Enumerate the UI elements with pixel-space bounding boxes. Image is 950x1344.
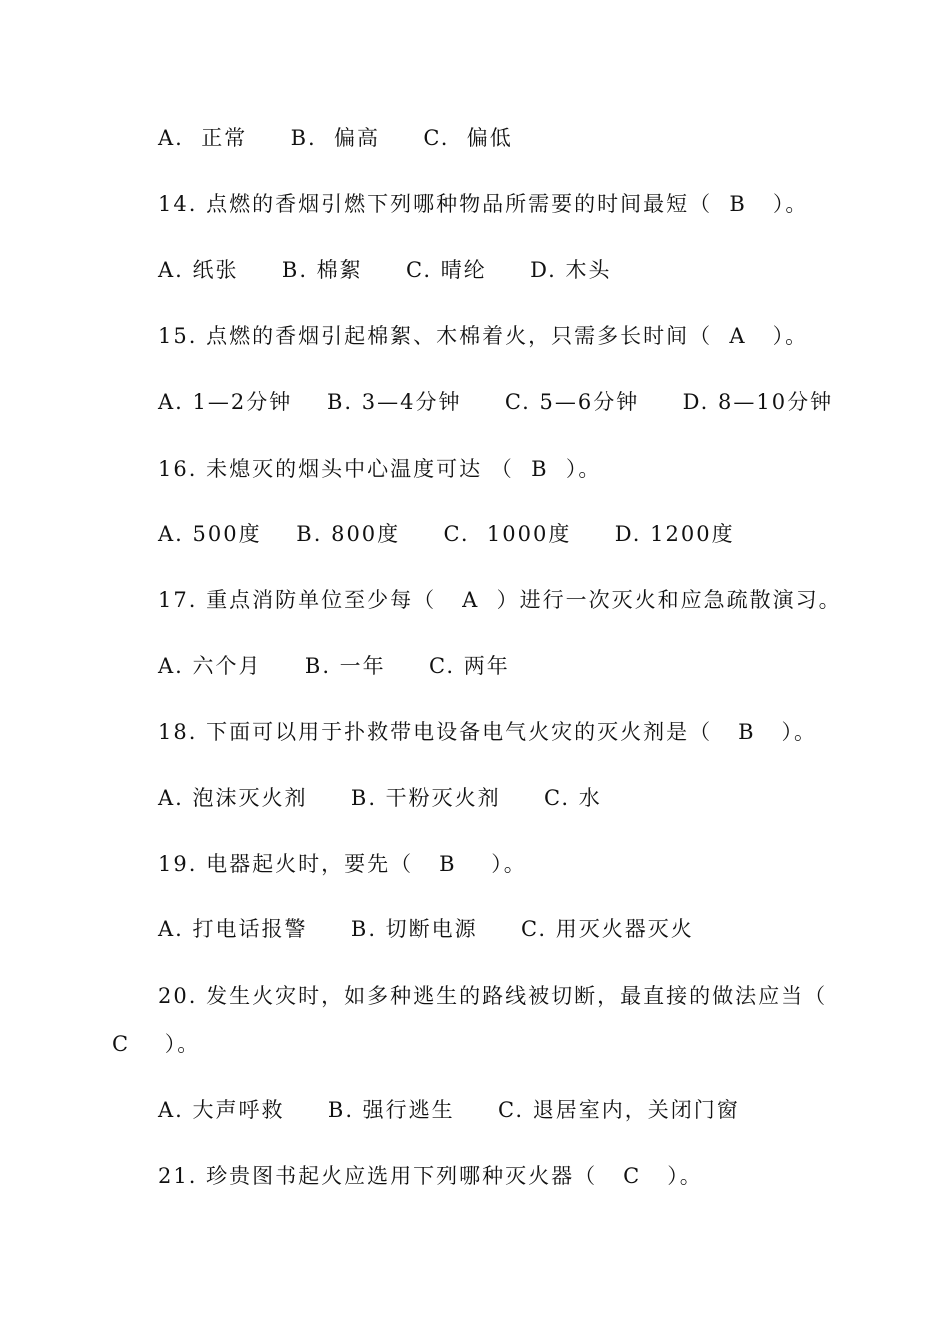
options-line-19: A. 打电话报警 B. 切断电源 C. 用灭火器灭火	[158, 917, 694, 941]
question-15: 15. 点燃的香烟引起棉絮、木棉着火，只需多长时间（ A ）。	[158, 324, 809, 348]
options-line-20: A. 大声呼救 B. 强行逃生 C. 退居室内，关闭门窗	[158, 1098, 740, 1122]
options-line-17: A. 六个月 B. 一年 C. 两年	[158, 654, 510, 678]
options-line-18: A. 泡沫灭火剂 B. 干粉灭火剂 C. 水	[158, 786, 602, 810]
question-20-answer: C ）。	[112, 1032, 201, 1056]
question-19: 19. 电器起火时，要先（ B ）。	[158, 852, 527, 876]
options-line-14: A. 纸张 B. 棉絮 C. 晴纶 D. 木头	[158, 258, 612, 282]
question-18: 18. 下面可以用于扑救带电设备电气火灾的灭火剂是（ B ）。	[158, 720, 818, 744]
question-17: 17. 重点消防单位至少每（ A ）进行一次灭火和应急疏散演习。	[158, 588, 842, 612]
question-20: 20. 发生火灾时，如多种逃生的路线被切断，最直接的做法应当（	[158, 984, 828, 1008]
options-line-16: A. 500度 B. 800度 C. 1000度 D. 1200度	[158, 522, 735, 546]
question-14: 14. 点燃的香烟引燃下列哪种物品所需要的时间最短（ B ）。	[158, 192, 809, 216]
options-line-13: A. 正常 B. 偏高 C. 偏低	[158, 126, 513, 150]
question-21: 21. 珍贵图书起火应选用下列哪种灭火器（ C ）。	[158, 1164, 703, 1188]
question-16: 16. 未熄灭的烟头中心温度可达 （ B ）。	[158, 457, 602, 481]
options-line-15: A. 1—2分钟 B. 3—4分钟 C. 5—6分钟 D. 8—10分钟	[158, 390, 834, 414]
